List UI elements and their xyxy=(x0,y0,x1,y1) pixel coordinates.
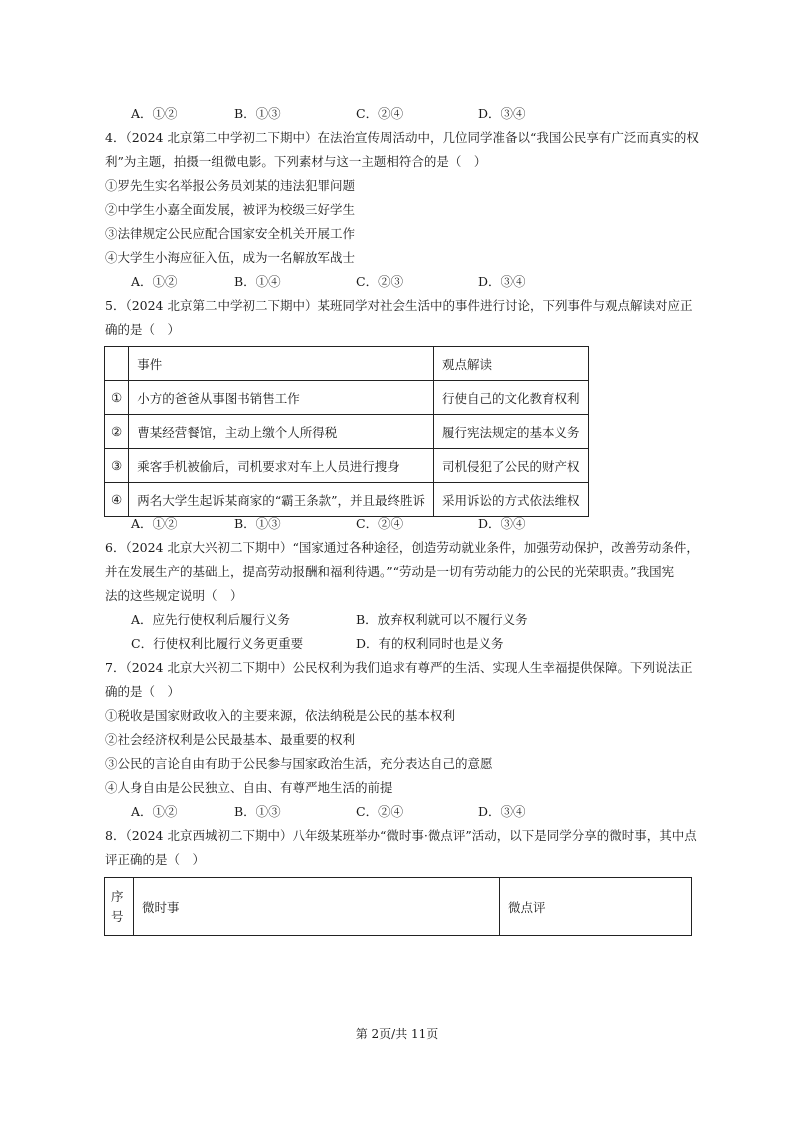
table-header-num-line2: 号 xyxy=(111,908,124,924)
table-header-event: 微时事 xyxy=(134,878,500,936)
q7-stem-line2: 确的是（ ） xyxy=(105,684,181,699)
table-row-num: ① xyxy=(105,381,129,415)
option-d: D．有的权利同时也是义务 xyxy=(356,636,504,651)
q7-item-3: ③公民的言论自由有助于公民参与国家政治生活，充分表达自己的意愿 xyxy=(105,756,493,771)
page-footer: 第 2页/共 11页 xyxy=(355,1027,439,1041)
q7-item-2: ②社会经济权利是公民最基本、最重要的权利 xyxy=(105,732,356,747)
table-header-event: 事件 xyxy=(129,347,434,381)
table-header-row xyxy=(105,878,692,936)
table-row-view: 履行宪法规定的基本义务 xyxy=(434,415,589,449)
option-d: D．③④ xyxy=(478,516,526,531)
table-row-num: ③ xyxy=(105,449,129,483)
option-b: B．①④ xyxy=(234,274,281,289)
table-row xyxy=(105,449,589,483)
table-row-view: 采用诉讼的方式依法维权 xyxy=(434,483,589,517)
table-row-view: 司机侵犯了公民的财产权 xyxy=(434,449,589,483)
q4-stem-line1: 4．（2024 北京第二中学初二下期中）在法治宣传周活动中，几位同学准备以“我国公民享有广泛而真实的权 xyxy=(105,130,699,145)
table-row-event: 曹某经营餐馆，主动上缴个人所得税 xyxy=(129,415,434,449)
table-row-event: 小方的爸爸从事图书销售工作 xyxy=(129,381,434,415)
option-b: B．①③ xyxy=(234,516,281,531)
table-header-view: 观点解读 xyxy=(434,347,589,381)
table-row-num: ② xyxy=(105,415,129,449)
table-header-num xyxy=(105,878,134,936)
option-b: B．①③ xyxy=(234,106,281,121)
option-b: B．①③ xyxy=(234,804,281,819)
q4-item-1: ①罗先生实名举报公务员刘某的违法犯罪问题 xyxy=(105,178,356,193)
table-row xyxy=(105,483,589,517)
option-c: C．②④ xyxy=(356,804,404,819)
q7-item-4: ④人身自由是公民独立、自由、有尊严地生活的前提 xyxy=(105,780,393,795)
q8-stem-line1: 8．（2024 北京西城初二下期中）八年级某班举办“微时事·微点评”活动，以下是同学分享的微时事，其中点 xyxy=(105,828,697,843)
q5-stem-line1: 5．（2024 北京第二中学初二下期中）某班同学对社会生活中的事件进行讨论，下列事件与观点解读对应正 xyxy=(105,298,693,313)
option-a: A．应先行使权利后履行义务 xyxy=(131,612,291,627)
q7-stem-line1: 7．（2024 北京大兴初二下期中）公民权利为我们追求有尊严的生活、实现人生幸福提供保障。下列说法正 xyxy=(105,660,693,675)
table-row xyxy=(105,381,589,415)
option-c: C．②③ xyxy=(356,274,404,289)
table-row-num: ④ xyxy=(105,483,129,517)
table-row-event: 两名大学生起诉某商家的“霸王条款”，并且最终胜诉 xyxy=(129,483,434,517)
q8-table xyxy=(104,877,692,936)
q7-item-1: ①税收是国家财政收入的主要来源，依法纳税是公民的基本权利 xyxy=(105,708,456,723)
q6-stem-line3: 法的这些规定说明（ ） xyxy=(105,588,243,603)
q4-item-2: ②中学生小嘉全面发展，被评为校级三好学生 xyxy=(105,202,356,217)
q5-table xyxy=(104,346,589,517)
table-header-num-line1: 序 xyxy=(111,888,124,904)
table-header-comment: 微点评 xyxy=(500,878,692,936)
option-a: A．①② xyxy=(131,804,178,819)
option-a: A．①② xyxy=(131,274,178,289)
q4-item-4: ④大学生小海应征入伍，成为一名解放军战士 xyxy=(105,250,356,265)
q4-item-3: ③法律规定公民应配合国家安全机关开展工作 xyxy=(105,226,356,241)
table-cell xyxy=(105,347,129,381)
table-row-view: 行使自己的文化教育权利 xyxy=(434,381,589,415)
q6-stem-line1: 6．（2024 北京大兴初二下期中）“国家通过各种途径，创造劳动就业条件，加强劳动保护，改善劳动条件， xyxy=(105,540,699,555)
q4-stem-line2: 利”为主题，拍摄一组微电影。下列素材与这一主题相符合的是（ ） xyxy=(105,154,487,169)
q6-stem-line2: 并在发展生产的基础上，提高劳动报酬和福利待遇。”“劳动是一切有劳动能力的公民的光荣职责。”我国宪 xyxy=(105,564,675,579)
option-d: D．③④ xyxy=(478,274,526,289)
option-a: A．①② xyxy=(131,516,178,531)
option-b: B．放弃权利就可以不履行义务 xyxy=(356,612,528,627)
option-d: D．③④ xyxy=(478,106,526,121)
option-d: D．③④ xyxy=(478,804,526,819)
table-row-event: 乘客手机被偷后，司机要求对车上人员进行搜身 xyxy=(129,449,434,483)
option-c: C．行使权利比履行义务更重要 xyxy=(131,636,304,651)
table-row xyxy=(105,415,589,449)
q8-stem-line2: 评正确的是（ ） xyxy=(105,852,206,867)
option-a: A．①② xyxy=(131,106,178,121)
q5-stem-line2: 确的是（ ） xyxy=(105,322,181,337)
table-header-row xyxy=(105,347,589,381)
option-c: C．②④ xyxy=(356,516,404,531)
option-c: C．②④ xyxy=(356,106,404,121)
